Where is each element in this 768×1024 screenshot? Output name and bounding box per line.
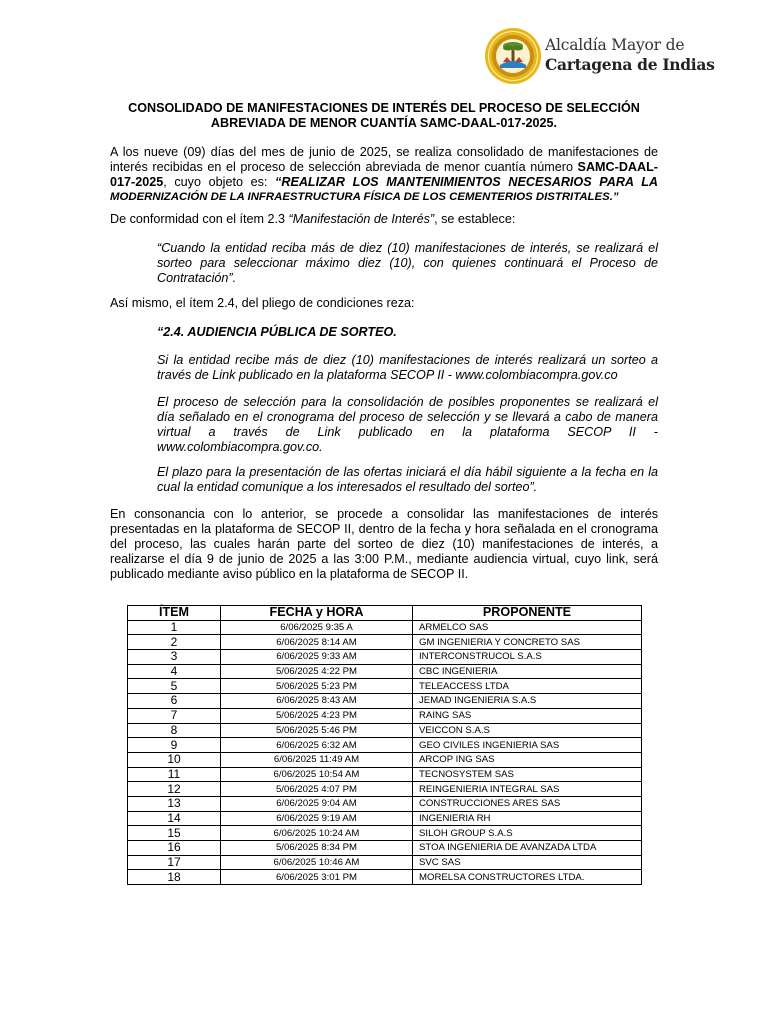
table-row	[128, 708, 642, 723]
row-item-number: 4	[128, 664, 221, 679]
brand-line-1: Alcaldía Mayor de	[545, 36, 685, 54]
row-proponent: MORELSA CONSTRUCTORES LTDA.	[413, 870, 642, 885]
document-title	[110, 101, 658, 131]
header-item: ÍTEM	[128, 606, 221, 621]
brand-text	[545, 36, 715, 74]
table-row	[128, 664, 642, 679]
quote2-p3-line-1: El plazo para la presentación de las ofertas iniciará el día hábil siguiente a la fecha en la	[157, 465, 658, 479]
row-proponent: CONSTRUCCIONES ARES SAS	[413, 796, 642, 811]
intro-line-2	[110, 160, 658, 175]
quote2-p2-line-1: El proceso de selección para la consolidación de posibles proponentes se realizará el	[157, 395, 658, 409]
row-date-time: 6/06/2025 3:01 PM	[221, 870, 413, 885]
title-line-1: CONSOLIDADO DE MANIFESTACIONES DE INTERÉS DEL PROCESO DE SELECCIÓN	[128, 101, 640, 115]
table-row	[128, 694, 642, 709]
table-row	[128, 811, 642, 826]
row-item-number: 11	[128, 767, 221, 782]
row-date-time: 6/06/2025 10:46 AM	[221, 855, 413, 870]
row-proponent: ARCOP ING SAS	[413, 752, 642, 767]
quote2-paragraph-3	[157, 465, 658, 495]
row-item-number: 1	[128, 620, 221, 635]
intro-line-3	[110, 175, 658, 190]
row-item-number: 3	[128, 650, 221, 665]
intro-line-1: A los nueve (09) días del mes de junio de 2025, se realiza consolidado de manifestaciones de	[110, 145, 658, 159]
row-date-time: 5/06/2025 4:07 PM	[221, 782, 413, 797]
row-proponent: VEICCON S.A.S	[413, 723, 642, 738]
closing-line-5: publicado mediante aviso público en la plataforma de SECOP II.	[110, 567, 469, 581]
row-proponent: GM INGENIERIA Y CONCRETO SAS	[413, 635, 642, 650]
closing-line-2: presentadas en la plataforma de SECOP II, dentro de la fecha y hora señalada en el cronograma	[110, 522, 658, 536]
conformity-text-a: De conformidad con el ítem 2.3	[110, 212, 289, 226]
conformity-text-c: , se establece:	[434, 212, 516, 226]
table-row	[128, 738, 642, 753]
quote2-p2-line-4: www.colombiacompra.gov.co.	[157, 440, 323, 454]
intro-line-3-text: , cuyo objeto es:	[163, 175, 276, 189]
row-proponent: GEO CIVILES INGENIERIA SAS	[413, 738, 642, 753]
row-date-time: 5/06/2025 5:46 PM	[221, 723, 413, 738]
row-item-number: 6	[128, 694, 221, 709]
row-date-time: 5/06/2025 4:22 PM	[221, 664, 413, 679]
row-date-time: 6/06/2025 10:24 AM	[221, 826, 413, 841]
section-heading-sorteo: “2.4. AUDIENCIA PÚBLICA DE SORTEO.	[157, 325, 397, 339]
quote1-line-2: sorteo para seleccionar máximo diez (10), con quienes continuará el Proceso de	[157, 256, 658, 270]
row-proponent: STOA INGENIERIA DE AVANZADA LTDA	[413, 841, 642, 856]
quote1-line-1: “Cuando la entidad reciba más de diez (10) manifestaciones de interés, se realizará el	[157, 241, 658, 255]
row-item-number: 13	[128, 796, 221, 811]
row-proponent: SILOH GROUP S.A.S	[413, 826, 642, 841]
closing-line-4: realizarse el día 9 de junio de 2025 a las 3:00 P.M., mediante audiencia virtual, cuyo link, será	[110, 552, 658, 566]
row-item-number: 14	[128, 811, 221, 826]
row-item-number: 8	[128, 723, 221, 738]
row-date-time: 6/06/2025 10:54 AM	[221, 767, 413, 782]
header-proponent: PROPONENTE	[413, 606, 642, 621]
table-row	[128, 826, 642, 841]
brand-line-2: Cartagena de Indias	[545, 55, 715, 74]
row-item-number: 15	[128, 826, 221, 841]
row-date-time: 6/06/2025 9:19 AM	[221, 811, 413, 826]
conformity-item-name: “Manifestación de Interés”	[288, 212, 435, 226]
quote2-p1-line-2: través de Link publicado en la plataforma SECOP II - www.colombiacompra.gov.co	[157, 368, 618, 382]
row-item-number: 16	[128, 841, 221, 856]
row-item-number: 5	[128, 679, 221, 694]
item-24-intro: Así mismo, el ítem 2.4, del pliego de condiciones reza:	[110, 296, 415, 310]
closing-line-3: del proceso, las cuales harán parte del sorteo de diez (10) manifestaciones de interés, a	[110, 537, 658, 551]
row-date-time: 6/06/2025 9:35 A	[221, 620, 413, 635]
table-row	[128, 782, 642, 797]
row-proponent: TECNOSYSTEM SAS	[413, 767, 642, 782]
table-row	[128, 679, 642, 694]
table-row	[128, 841, 642, 856]
row-proponent: REINGENIERIA INTEGRAL SAS	[413, 782, 642, 797]
table-row	[128, 870, 642, 885]
row-item-number: 10	[128, 752, 221, 767]
row-item-number: 18	[128, 870, 221, 885]
row-proponent: CBC INGENIERIA	[413, 664, 642, 679]
object-text-end: MODERNIZACIÓN DE LA INFRAESTRUCTURA FÍSICA DE LOS CEMENTERIOS DISTRITALES.”	[110, 191, 619, 203]
quote1-line-3: Contratación”.	[157, 271, 237, 285]
row-proponent: RAING SAS	[413, 708, 642, 723]
closing-line-1: En consonancia con lo anterior, se procede a consolidar las manifestaciones de interés	[110, 507, 658, 521]
row-item-number: 9	[128, 738, 221, 753]
row-date-time: 5/06/2025 5:23 PM	[221, 679, 413, 694]
table-row	[128, 855, 642, 870]
table-row	[128, 650, 642, 665]
quote2-p2-line-3: virtual a través de Link publicado en la plataforma SECOP II -	[157, 425, 658, 439]
quote2-paragraph-2	[157, 395, 658, 455]
quote2-p3-line-2: cual la entidad comunique a los interesados el resultado del sorteo”.	[157, 480, 538, 494]
conformity-paragraph	[110, 212, 658, 227]
city-seal-logo	[484, 27, 542, 85]
process-number-part-1: SAMC-DAAL-	[577, 160, 658, 174]
header-date-time: FECHA y HORA	[221, 606, 413, 621]
quote2-paragraph-1	[157, 353, 658, 383]
intro-paragraph	[110, 145, 658, 205]
intro-line-2-text: interés recibidas en el proceso de selección abreviada de menor cuantía número	[110, 160, 578, 174]
table-row	[128, 796, 642, 811]
row-item-number: 17	[128, 855, 221, 870]
process-number-part-2: 017-2025	[110, 175, 164, 189]
row-date-time: 6/06/2025 9:04 AM	[221, 796, 413, 811]
row-proponent: TELEACCESS LTDA	[413, 679, 642, 694]
row-item-number: 7	[128, 708, 221, 723]
row-proponent: ARMELCO SAS	[413, 620, 642, 635]
row-date-time: 6/06/2025 8:14 AM	[221, 635, 413, 650]
table-row	[128, 723, 642, 738]
closing-paragraph	[110, 507, 658, 582]
object-text-start: “REALIZAR LOS MANTENIMIENTOS NECESARIOS PARA LA	[275, 175, 658, 189]
quote-manifestation-rule	[157, 241, 658, 286]
row-item-number: 12	[128, 782, 221, 797]
table-row	[128, 767, 642, 782]
row-date-time: 5/06/2025 8:34 PM	[221, 841, 413, 856]
row-date-time: 6/06/2025 11:49 AM	[221, 752, 413, 767]
row-date-time: 5/06/2025 4:23 PM	[221, 708, 413, 723]
row-proponent: SVC SAS	[413, 855, 642, 870]
row-date-time: 6/06/2025 6:32 AM	[221, 738, 413, 753]
proponents-table	[127, 605, 642, 885]
table-row	[128, 620, 642, 635]
table-header-row	[128, 606, 642, 621]
quote2-p1-line-1: Si la entidad recibe más de diez (10) manifestaciones de interés realizará un sorteo a	[157, 353, 658, 367]
row-item-number: 2	[128, 635, 221, 650]
row-date-time: 6/06/2025 8:43 AM	[221, 694, 413, 709]
row-proponent: JEMAD INGENIERIA S.A.S	[413, 694, 642, 709]
quote2-p2-line-2: día señalado en el cronograma del proceso de selección y se llevará a cabo de manera	[157, 410, 658, 424]
row-proponent: INTERCONSTRUCOL S.A.S	[413, 650, 642, 665]
row-date-time: 6/06/2025 9:33 AM	[221, 650, 413, 665]
table-row	[128, 752, 642, 767]
row-proponent: INGENIERIA RH	[413, 811, 642, 826]
title-line-2: ABREVIADA DE MENOR CUANTÍA SAMC-DAAL-017-2025.	[210, 116, 558, 130]
table-row	[128, 635, 642, 650]
